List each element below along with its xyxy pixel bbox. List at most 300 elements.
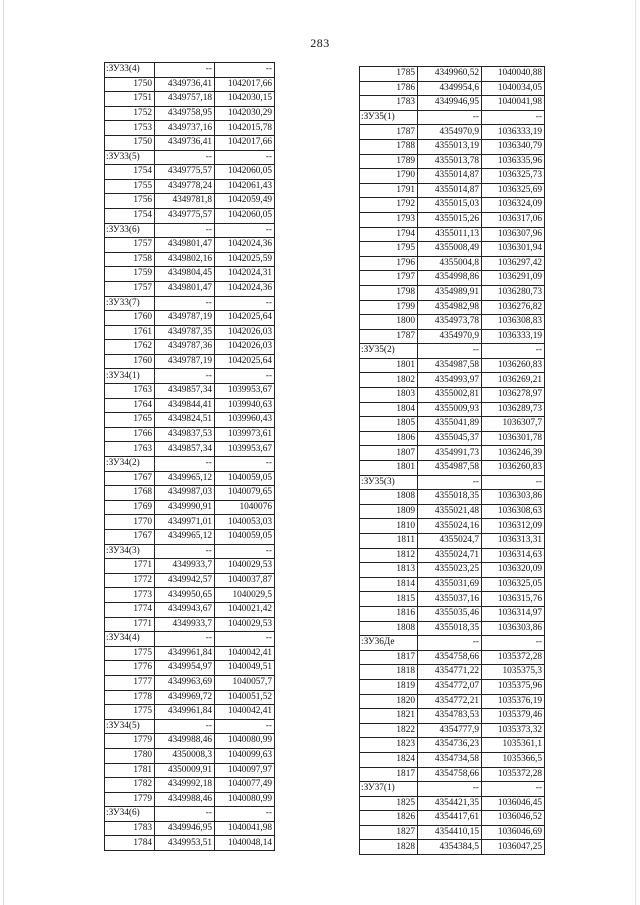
x-coordinate-cell: 4350009,91	[155, 763, 215, 778]
x-coordinate-cell: 4354783,53	[418, 709, 482, 724]
y-coordinate-cell: 1040057,7	[215, 675, 275, 690]
point-number-cell: 1784	[105, 836, 155, 851]
parcel-section-row	[105, 807, 275, 822]
point-number-cell: 1800	[360, 315, 418, 330]
y-coordinate-cell: 1042060,05	[215, 165, 275, 180]
parcel-section-row	[360, 110, 545, 125]
y-coordinate-cell: 1042015,78	[215, 121, 275, 136]
y-coordinate-cell: 1042030,29	[215, 106, 275, 121]
y-coordinate-cell: 1036269,21	[482, 373, 545, 388]
table-row	[105, 77, 275, 92]
table-row	[105, 602, 275, 617]
point-number-cell: 1773	[105, 588, 155, 603]
point-number-cell: 1775	[105, 646, 155, 661]
point-number-cell: 1806	[360, 431, 418, 446]
x-coordinate-cell: 4349992,18	[155, 778, 215, 793]
table-row	[105, 238, 275, 253]
x-coordinate-cell: 4354410,15	[418, 825, 482, 840]
x-coordinate-cell: 4354982,98	[418, 300, 482, 315]
table-row	[360, 388, 545, 403]
point-number-cell: 1790	[360, 169, 418, 184]
x-coordinate-cell: 4354970,9	[418, 329, 482, 344]
x-coordinate-cell: 4354987,58	[418, 461, 482, 476]
x-coordinate-cell: 4355045,37	[418, 431, 482, 446]
parcel-label-cell: :ЗУ33(6)	[105, 223, 155, 238]
parcel-section-row	[360, 475, 545, 490]
scan-edge-left	[3, 0, 4, 905]
point-number-cell: 1817	[360, 767, 418, 782]
point-number-cell: 1798	[360, 285, 418, 300]
y-coordinate-cell: 1036289,73	[482, 402, 545, 417]
point-number-cell: 1764	[105, 398, 155, 413]
y-coordinate-cell: 1040029,5	[215, 588, 275, 603]
table-row	[360, 461, 545, 476]
x-coordinate-cell: 4349787,19	[155, 311, 215, 326]
x-coordinate-cell: 4349801,47	[155, 281, 215, 296]
x-coordinate-cell: 4349943,67	[155, 602, 215, 617]
point-number-cell: 1774	[105, 602, 155, 617]
y-coordinate-cell: 1040053,03	[215, 515, 275, 530]
table-row	[360, 358, 545, 373]
y-coordinate-cell: 1042024,31	[215, 267, 275, 282]
table-row	[105, 354, 275, 369]
parcel-section-row	[360, 782, 545, 797]
y-coordinate-cell: 1036314,97	[482, 606, 545, 621]
point-number-cell: 1801	[360, 358, 418, 373]
table-row	[105, 106, 275, 121]
y-coordinate-cell: 1040029,53	[215, 617, 275, 632]
y-coordinate-cell: 1035376,19	[482, 694, 545, 709]
x-coordinate-cell: 4349804,45	[155, 267, 215, 282]
y-coordinate-cell: 1039960,43	[215, 413, 275, 428]
x-coordinate-cell: 4355018,35	[418, 490, 482, 505]
y-coordinate-cell: 1036333,19	[482, 125, 545, 140]
x-coordinate-cell: 4349933,7	[155, 617, 215, 632]
x-coordinate-cell: 4349758,95	[155, 106, 215, 121]
point-number-cell: 1824	[360, 752, 418, 767]
x-coordinate-cell: 4349990,91	[155, 500, 215, 515]
x-coordinate-cell: 4354771,22	[418, 665, 482, 680]
x-coordinate-cell: 4355015,03	[418, 198, 482, 213]
x-coordinate-cell: 4349969,72	[155, 690, 215, 705]
point-number-cell: 1754	[105, 165, 155, 180]
table-row	[105, 821, 275, 836]
y-coordinate-cell: 1042025,64	[215, 354, 275, 369]
parcel-label-cell: :ЗУ33(7)	[105, 296, 155, 311]
table-row	[105, 486, 275, 501]
x-coordinate-cell: 4349954,6	[418, 81, 482, 96]
y-coordinate-cell: 1036046,45	[482, 796, 545, 811]
x-coordinate-cell: 4349781,8	[155, 194, 215, 209]
y-coordinate-cell: 1039973,61	[215, 427, 275, 442]
y-coordinate-cell: 1040049,51	[215, 661, 275, 676]
point-number-cell: 1814	[360, 577, 418, 592]
x-coordinate-cell: --	[155, 632, 215, 647]
x-coordinate-cell: 4349961,84	[155, 646, 215, 661]
y-coordinate-cell: 1040097,97	[215, 763, 275, 778]
y-coordinate-cell: 1042024,36	[215, 281, 275, 296]
table-row	[360, 329, 545, 344]
table-row	[360, 315, 545, 330]
y-coordinate-cell: 1042030,15	[215, 92, 275, 107]
table-row	[105, 734, 275, 749]
parcel-label-cell: :ЗУ36Де	[360, 636, 418, 651]
point-number-cell: 1816	[360, 606, 418, 621]
point-number-cell: 1776	[105, 661, 155, 676]
y-coordinate-cell: 1036335,96	[482, 154, 545, 169]
table-row	[105, 530, 275, 545]
table-row	[105, 165, 275, 180]
y-coordinate-cell: 1040034,05	[482, 81, 545, 96]
x-coordinate-cell: 4349954,97	[155, 661, 215, 676]
x-coordinate-cell: 4354417,61	[418, 811, 482, 826]
table-row	[105, 573, 275, 588]
x-coordinate-cell: 4354993,97	[418, 373, 482, 388]
table-row	[105, 427, 275, 442]
table-row	[360, 665, 545, 680]
point-number-cell: 1759	[105, 267, 155, 282]
table-row	[105, 705, 275, 720]
y-coordinate-cell: 1036308,83	[482, 315, 545, 330]
table-row	[360, 373, 545, 388]
parcel-label-cell: :ЗУ34(1)	[105, 369, 155, 384]
y-coordinate-cell: 1040080,99	[215, 734, 275, 749]
y-coordinate-cell: 1040080,99	[215, 792, 275, 807]
y-coordinate-cell: 1036046,52	[482, 811, 545, 826]
x-coordinate-cell: 4349787,35	[155, 325, 215, 340]
point-number-cell: 1768	[105, 486, 155, 501]
y-coordinate-cell: 1036303,86	[482, 490, 545, 505]
x-coordinate-cell: 4349942,57	[155, 573, 215, 588]
y-coordinate-cell: 1040037,87	[215, 573, 275, 588]
parcel-label-cell: :ЗУ34(4)	[105, 632, 155, 647]
table-row	[105, 661, 275, 676]
point-number-cell: 1802	[360, 373, 418, 388]
table-row	[360, 154, 545, 169]
y-coordinate-cell: 1036308,63	[482, 504, 545, 519]
point-number-cell: 1804	[360, 402, 418, 417]
table-row	[360, 81, 545, 96]
x-coordinate-cell: --	[155, 223, 215, 238]
point-number-cell: 1827	[360, 825, 418, 840]
x-coordinate-cell: 4349787,19	[155, 354, 215, 369]
point-number-cell: 1753	[105, 121, 155, 136]
x-coordinate-cell: 4355024,71	[418, 548, 482, 563]
table-row	[360, 548, 545, 563]
y-coordinate-cell: 1040079,65	[215, 486, 275, 501]
x-coordinate-cell: 4349824,51	[155, 413, 215, 428]
table-row	[360, 694, 545, 709]
y-coordinate-cell: 1039953,67	[215, 384, 275, 399]
x-coordinate-cell: --	[155, 296, 215, 311]
table-row	[360, 300, 545, 315]
table-row	[105, 325, 275, 340]
point-number-cell: 1787	[360, 329, 418, 344]
point-number-cell: 1809	[360, 504, 418, 519]
y-coordinate-cell: 1040041,98	[482, 96, 545, 111]
point-number-cell: 1779	[105, 734, 155, 749]
point-number-cell: 1758	[105, 252, 155, 267]
parcel-section-row	[360, 344, 545, 359]
table-row	[105, 281, 275, 296]
x-coordinate-cell: 4349802,16	[155, 252, 215, 267]
table-row	[360, 67, 545, 82]
x-coordinate-cell: 4349988,46	[155, 792, 215, 807]
table-row	[360, 534, 545, 549]
x-coordinate-cell: 4349775,57	[155, 208, 215, 223]
table-row	[105, 559, 275, 574]
point-number-cell: 1811	[360, 534, 418, 549]
table-row	[105, 121, 275, 136]
x-coordinate-cell: 4349736,41	[155, 77, 215, 92]
table-row	[105, 675, 275, 690]
x-coordinate-cell: 4354421,35	[418, 796, 482, 811]
parcel-label-cell: :ЗУ34(3)	[105, 544, 155, 559]
y-coordinate-cell: 1039940,63	[215, 398, 275, 413]
point-number-cell: 1818	[360, 665, 418, 680]
y-coordinate-cell: 1036317,06	[482, 212, 545, 227]
x-coordinate-cell: 4354758,66	[418, 767, 482, 782]
point-number-cell: 1826	[360, 811, 418, 826]
point-number-cell: 1805	[360, 417, 418, 432]
y-coordinate-cell: 1036324,09	[482, 198, 545, 213]
table-row	[105, 340, 275, 355]
x-coordinate-cell: 4355013,78	[418, 154, 482, 169]
y-coordinate-cell: 1036320,09	[482, 563, 545, 578]
table-row	[105, 384, 275, 399]
y-coordinate-cell: 1035373,32	[482, 723, 545, 738]
point-number-cell: 1819	[360, 679, 418, 694]
x-coordinate-cell: 4355035,46	[418, 606, 482, 621]
x-coordinate-cell: 4355015,26	[418, 212, 482, 227]
table-row	[105, 442, 275, 457]
y-coordinate-cell: 1040076	[215, 500, 275, 515]
y-coordinate-cell: 1040099,63	[215, 748, 275, 763]
table-row	[360, 767, 545, 782]
x-coordinate-cell: 4355014,87	[418, 169, 482, 184]
point-number-cell: 1770	[105, 515, 155, 530]
parcel-label-cell: :ЗУ33(4)	[105, 63, 155, 78]
x-coordinate-cell: 4355008,49	[418, 242, 482, 257]
y-coordinate-cell: 1036301,78	[482, 431, 545, 446]
parcel-section-row	[105, 63, 275, 78]
table-row	[360, 519, 545, 534]
y-coordinate-cell: 1040041,98	[215, 821, 275, 836]
point-number-cell: 1801	[360, 461, 418, 476]
point-number-cell: 1794	[360, 227, 418, 242]
y-coordinate-cell: 1036260,83	[482, 461, 545, 476]
y-coordinate-cell: 1035379,46	[482, 709, 545, 724]
x-coordinate-cell: 4349960,52	[418, 67, 482, 82]
coordinates-table-right	[359, 66, 545, 855]
x-coordinate-cell: 4355024,7	[418, 534, 482, 549]
point-number-cell: 1777	[105, 675, 155, 690]
point-number-cell: 1793	[360, 212, 418, 227]
y-coordinate-cell: 1036303,86	[482, 621, 545, 636]
y-coordinate-cell: 1042059,49	[215, 194, 275, 209]
y-coordinate-cell: 1036291,09	[482, 271, 545, 286]
point-number-cell: 1780	[105, 748, 155, 763]
point-number-cell: 1815	[360, 592, 418, 607]
point-number-cell: 1797	[360, 271, 418, 286]
point-number-cell: 1756	[105, 194, 155, 209]
parcel-section-row	[105, 223, 275, 238]
y-coordinate-cell: 1036307,96	[482, 227, 545, 242]
table-row	[360, 139, 545, 154]
y-coordinate-cell: --	[215, 223, 275, 238]
x-coordinate-cell: 4350008,3	[155, 748, 215, 763]
point-number-cell: 1796	[360, 256, 418, 271]
table-row	[360, 825, 545, 840]
point-number-cell: 1760	[105, 311, 155, 326]
y-coordinate-cell: 1036260,83	[482, 358, 545, 373]
y-coordinate-cell: --	[215, 807, 275, 822]
parcel-section-row	[105, 296, 275, 311]
x-coordinate-cell: 4355021,48	[418, 504, 482, 519]
table-row	[105, 588, 275, 603]
parcel-label-cell: :ЗУ33(5)	[105, 150, 155, 165]
table-row	[360, 577, 545, 592]
table-row	[360, 169, 545, 184]
x-coordinate-cell: 4349837,53	[155, 427, 215, 442]
table-row	[360, 840, 545, 855]
point-number-cell: 1771	[105, 617, 155, 632]
y-coordinate-cell: 1042026,03	[215, 325, 275, 340]
x-coordinate-cell: 4354991,73	[418, 446, 482, 461]
x-coordinate-cell: 4349857,34	[155, 442, 215, 457]
point-number-cell: 1788	[360, 139, 418, 154]
table-row	[105, 646, 275, 661]
x-coordinate-cell: 4354772,07	[418, 679, 482, 694]
table-row	[360, 738, 545, 753]
x-coordinate-cell: --	[155, 369, 215, 384]
x-coordinate-cell: 4349736,41	[155, 135, 215, 150]
table-row	[105, 748, 275, 763]
x-coordinate-cell: 4349737,16	[155, 121, 215, 136]
point-number-cell: 1760	[105, 354, 155, 369]
table-row	[105, 617, 275, 632]
point-number-cell: 1817	[360, 650, 418, 665]
point-number-cell: 1807	[360, 446, 418, 461]
x-coordinate-cell: 4349778,24	[155, 179, 215, 194]
y-coordinate-cell: 1042025,64	[215, 311, 275, 326]
point-number-cell: 1823	[360, 738, 418, 753]
point-number-cell: 1813	[360, 563, 418, 578]
x-coordinate-cell: 4355031,69	[418, 577, 482, 592]
x-coordinate-cell: 4355018,35	[418, 621, 482, 636]
point-number-cell: 1781	[105, 763, 155, 778]
y-coordinate-cell: 1040042,41	[215, 646, 275, 661]
x-coordinate-cell: 4349757,18	[155, 92, 215, 107]
x-coordinate-cell: 4349933,7	[155, 559, 215, 574]
coordinates-table-left	[104, 62, 275, 851]
parcel-section-row	[105, 544, 275, 559]
x-coordinate-cell: 4349961,84	[155, 705, 215, 720]
point-number-cell: 1812	[360, 548, 418, 563]
y-coordinate-cell: --	[482, 636, 545, 651]
point-number-cell: 1761	[105, 325, 155, 340]
point-number-cell: 1763	[105, 442, 155, 457]
table-row	[360, 709, 545, 724]
point-number-cell: 1785	[360, 67, 418, 82]
y-coordinate-cell: 1042061,43	[215, 179, 275, 194]
parcel-section-row	[105, 150, 275, 165]
x-coordinate-cell: 4355002,81	[418, 388, 482, 403]
table-row	[360, 650, 545, 665]
x-coordinate-cell: 4355004,8	[418, 256, 482, 271]
point-number-cell: 1779	[105, 792, 155, 807]
parcel-label-cell: :ЗУ34(2)	[105, 457, 155, 472]
y-coordinate-cell: 1036046,69	[482, 825, 545, 840]
x-coordinate-cell: 4355009,93	[418, 402, 482, 417]
x-coordinate-cell: 4354973,78	[418, 315, 482, 330]
y-coordinate-cell: 1036301,94	[482, 242, 545, 257]
x-coordinate-cell: --	[418, 344, 482, 359]
x-coordinate-cell: 4349946,95	[155, 821, 215, 836]
point-number-cell: 1752	[105, 106, 155, 121]
table-row	[105, 252, 275, 267]
x-coordinate-cell: 4354777,9	[418, 723, 482, 738]
point-number-cell: 1754	[105, 208, 155, 223]
table-row	[105, 135, 275, 150]
table-row	[360, 198, 545, 213]
y-coordinate-cell: 1036315,76	[482, 592, 545, 607]
x-coordinate-cell: 4355014,87	[418, 183, 482, 198]
table-row	[105, 778, 275, 793]
parcel-label-cell: :ЗУ34(5)	[105, 719, 155, 734]
table-row	[360, 592, 545, 607]
point-number-cell: 1795	[360, 242, 418, 257]
table-row	[105, 267, 275, 282]
table-row	[360, 256, 545, 271]
point-number-cell: 1808	[360, 490, 418, 505]
x-coordinate-cell: 4355023,25	[418, 563, 482, 578]
y-coordinate-cell: 1036047,25	[482, 840, 545, 855]
table-row	[105, 471, 275, 486]
point-number-cell: 1778	[105, 690, 155, 705]
point-number-cell: 1751	[105, 92, 155, 107]
y-coordinate-cell: --	[215, 150, 275, 165]
table-row	[360, 504, 545, 519]
x-coordinate-cell: 4349775,57	[155, 165, 215, 180]
y-coordinate-cell: 1036280,73	[482, 285, 545, 300]
table-row	[360, 431, 545, 446]
y-coordinate-cell: 1036325,69	[482, 183, 545, 198]
point-number-cell: 1783	[360, 96, 418, 111]
x-coordinate-cell: 4354758,66	[418, 650, 482, 665]
x-coordinate-cell: 4349965,12	[155, 530, 215, 545]
y-coordinate-cell: --	[215, 719, 275, 734]
y-coordinate-cell: 1035375,3	[482, 665, 545, 680]
y-coordinate-cell: 1035372,28	[482, 767, 545, 782]
y-coordinate-cell: 1039953,67	[215, 442, 275, 457]
y-coordinate-cell: 1035361,1	[482, 738, 545, 753]
y-coordinate-cell: 1040077,49	[215, 778, 275, 793]
point-number-cell: 1782	[105, 778, 155, 793]
y-coordinate-cell: 1035375,96	[482, 679, 545, 694]
x-coordinate-cell: 4349950,65	[155, 588, 215, 603]
point-number-cell: 1787	[360, 125, 418, 140]
x-coordinate-cell: 4355011,13	[418, 227, 482, 242]
y-coordinate-cell: 1040059,05	[215, 530, 275, 545]
point-number-cell: 1789	[360, 154, 418, 169]
point-number-cell: 1757	[105, 238, 155, 253]
x-coordinate-cell: --	[155, 457, 215, 472]
parcel-section-row	[105, 369, 275, 384]
point-number-cell: 1766	[105, 427, 155, 442]
parcel-section-row	[105, 632, 275, 647]
point-number-cell: 1765	[105, 413, 155, 428]
